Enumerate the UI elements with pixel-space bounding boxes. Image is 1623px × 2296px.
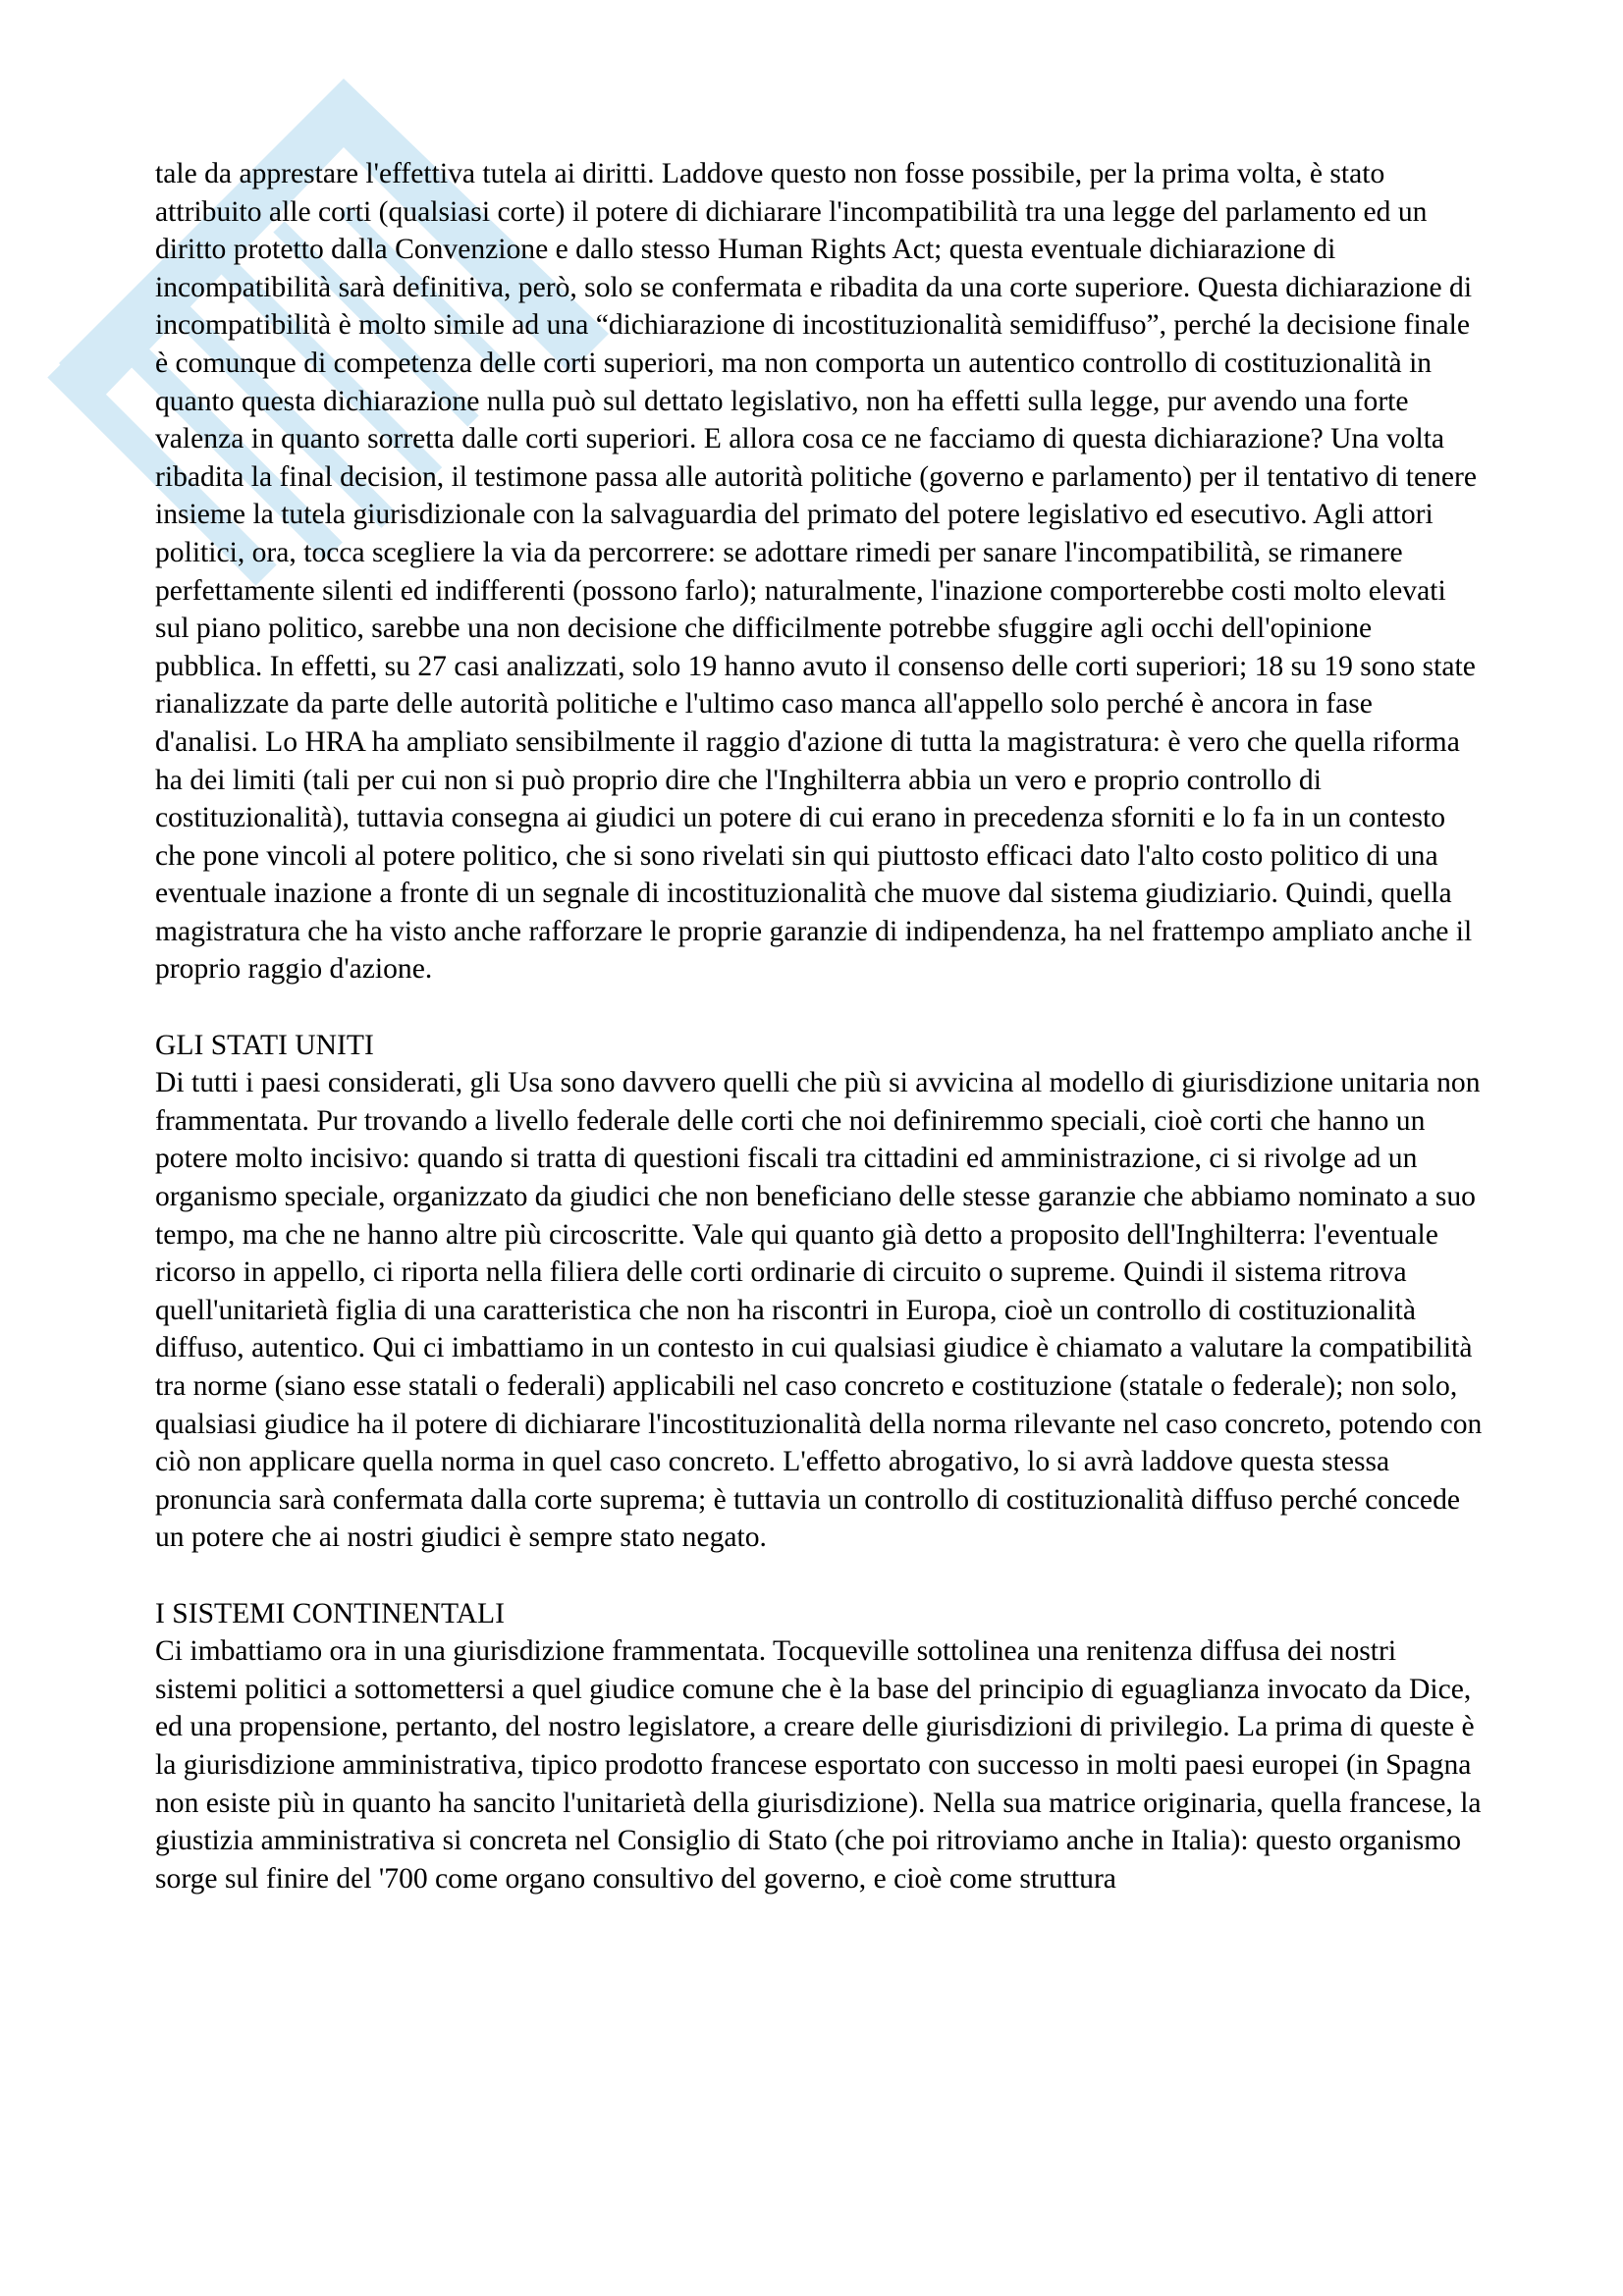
section-paragraph: Di tutti i paesi considerati, gli Usa sono davvero quelli che più si avvicina al modello di giurisdizione unitaria non frammentata. Pur trovando a livello federale delle corti che noi definiremmo speciali, cioè corti che hanno un potere molto incisivo: quando si tratta di questioni fiscali tra cittadini ed amministrazione, ci si rivolge ad un organismo speciale, organizzato da giudici che non beneficiano delle stesse garanzie che abbiamo nominato a suo tempo, ma che ne hanno altre più circoscritte. Vale qui quanto già detto a proposito dell'Inghilterra: l'eventuale ricorso in appello, ci riporta nella filiera delle corti ordinarie di circuito o supreme. Quindi il sistema ritrova quell'unitarietà figlia di una caratteristica che non ha riscontri in Europa, cioè un controllo di costituzionalità diffuso, autentico. Qui ci imbattiamo in un contesto in cui qualsiasi giudice è chiamato a valutare la compatibilità tra norme (siano esse statali o federali) applicabili nel caso concreto e costituzione (statale o federale); non solo, qualsiasi giudice ha il potere di dichiarare l'incostituzionalità della norma rilevante nel caso concreto, potendo con ciò non applicare quella norma in quel caso concreto. L'effetto abrogativo, lo si avrà laddove questa stessa pronuncia sarà confermata dalla corte suprema; è tuttavia un controllo di costituzionalità diffuso perché concede un potere che ai nostri giudici è sempre stato negato. xyxy=(155,1067,1483,1554)
document-body xyxy=(155,155,1483,1897)
section-stati-uniti xyxy=(155,1027,1483,1557)
section-heading: GLI STATI UNITI xyxy=(155,1029,374,1061)
section-sistemi-continentali xyxy=(155,1595,1483,1898)
section-paragraph: Ci imbattiamo ora in una giurisdizione frammentata. Tocqueville sottolinea una renitenza diffusa dei nostri sistemi politici a sottomettersi a quel giudice comune che è la base del principio di eguaglianza invocato da Dice, ed una propensione, pertanto, del nostro legislatore, a creare delle giurisdizioni di privilegio. La prima di queste è la giurisdizione amministrativa, tipico prodotto francese esportato con successo in molti paesi europei (in Spagna non esiste più in quanto ha sancito l'unitarietà della giurisdizione). Nella sua matrice originaria, quella francese, la giustizia amministrativa si concreta nel Consiglio di Stato (che poi ritroviamo anche in Italia): questo organismo sorge sul finire del '700 come organo consultivo del governo, e cioè come struttura xyxy=(155,1635,1482,1895)
section-heading: I SISTEMI CONTINENTALI xyxy=(155,1597,505,1629)
intro-paragraph: tale da apprestare l'effettiva tutela ai diritti. Laddove questo non fosse possibile, per la prima volta, è stato attribuito alle corti (qualsiasi corte) il potere di dichiarare l'incompatibilità tra una legge del parlamento ed un diritto protetto dalla Convenzione e dallo stesso Human Rights Act; questa eventuale dichiarazione di incompatibilità sarà definitiva, però, solo se confermata e ribadita da una corte superiore. Questa dichiarazione di incompatibilità è molto simile ad una “dichiarazione di incostituzionalità semidiffuso”, perché la decisione finale è comunque di competenza delle corti superiori, ma non comporta un autentico controllo di costituzionalità in quanto questa dichiarazione nulla può sul dettato legislativo, non ha effetti sulla legge, pur avendo una forte valenza in quanto sorretta dalle corti superiori. E allora cosa ce ne facciamo di questa dichiarazione? Una volta ribadita la final decision, il testimone passa alle autorità politiche (governo e parlamento) per il tentativo di tenere insieme la tutela giurisdizionale con la salvaguardia del primato del potere legislativo ed esecutivo. Agli attori politici, ora, tocca scegliere la via da percorrere: se adottare rimedi per sanare l'incompatibilità, se rimanere perfettamente silenti ed indifferenti (possono farlo); naturalmente, l'inazione comporterebbe costi molto elevati sul piano politico, sarebbe una non decisione che difficilmente potrebbe sfuggire agli occhi dell'opinione pubblica. In effetti, su 27 casi analizzati, solo 19 hanno avuto il consenso delle corti superiori; 18 su 19 sono state rianalizzate da parte delle autorità politiche e l'ultimo caso manca all'appello solo perché è ancora in fase d'analisi. Lo HRA ha ampliato sensibilmente il raggio d'azione di tutta la magistratura: è vero che quella riforma ha dei limiti (tali per cui non si può proprio dire che l'Inghilterra abbia un vero e proprio controllo di costituzionalità), tuttavia consegna ai giudici un potere di cui erano in precedenza sforniti e lo fa in un contesto che pone vincoli al potere politico, che si sono rivelati sin qui piuttosto efficaci dato l'alto costo politico di una eventuale inazione a fronte di un segnale di incostituzionalità che muove dal sistema giudiziario. Quindi, quella magistratura che ha visto anche rafforzare le proprie garanzie di indipendenza, ha nel frattempo ampliato anche il proprio raggio d'azione. xyxy=(155,158,1478,986)
